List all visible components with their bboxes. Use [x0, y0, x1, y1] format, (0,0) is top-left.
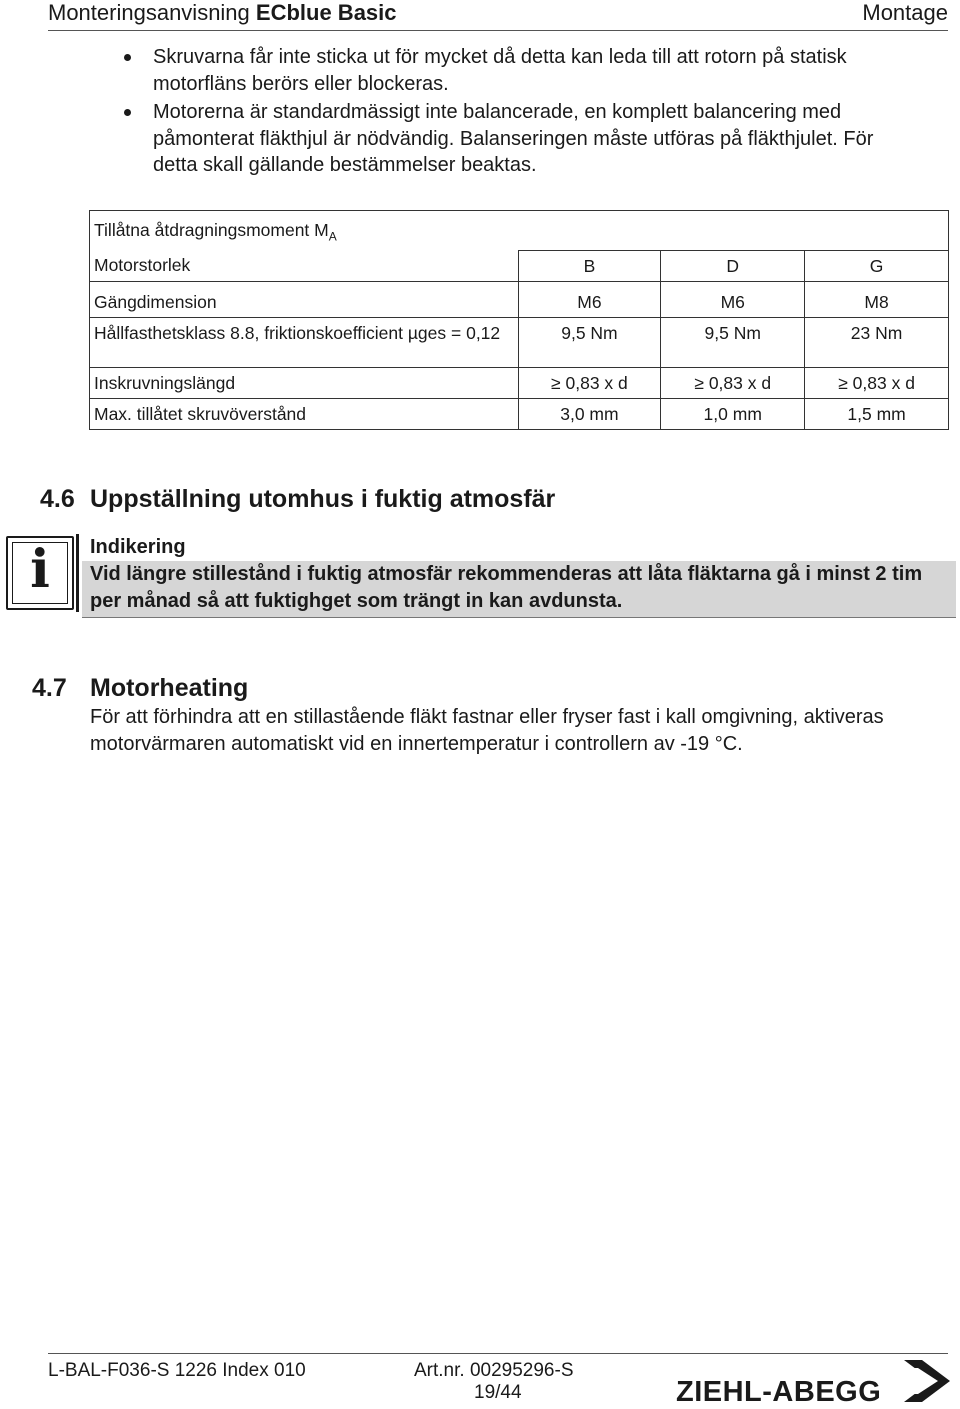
table-caption: Tillåtna åtdragningsmoment $M_A$ [90, 211, 949, 251]
row-label: Motorstorlek [90, 250, 519, 281]
table-cell: ≥ 0,83 x d [805, 367, 949, 398]
table-cell: G [805, 250, 949, 281]
section-paragraph: För att förhindra att en stillastående fläkt fastnar eller fryser fast i kall omgivning, aktiveras motorvärmaren automatiskt vid en innertemperatur i controllern av -19 °C. [90, 706, 884, 755]
table-cell: D [661, 250, 805, 281]
info-message: Vid längre stillestånd i fuktig atmosfär rekommenderas att låta fläktarna gå i minst 2 tim per månad så att fuktighget som trängt in kan avdunsta. [82, 561, 956, 618]
table-row [90, 250, 949, 281]
document-title-prefix: Monteringsanvisning [48, 0, 250, 25]
section-heading-4-6 [40, 484, 555, 514]
page-header [48, 0, 948, 31]
section-title: Uppställning utomhus i fuktig atmosfär [90, 485, 556, 513]
bullet-item: Skruvarna får inte sticka ut för mycket då detta kan leda till att rotorn på statisk motorfläns berörs eller blockeras. [120, 44, 920, 97]
page-number: 19/44 [474, 1382, 522, 1403]
brand-logo: ZIEHL-ABEGG [676, 1376, 882, 1408]
info-callout [82, 534, 956, 618]
table-cell: B [518, 250, 661, 281]
table-row [90, 398, 949, 429]
table-cell: 9,5 Nm [661, 317, 805, 367]
product-name: ECblue Basic [255, 0, 397, 25]
row-label: Max. tillåtet skruvöverstånd [90, 398, 519, 429]
bullet-list [120, 44, 920, 181]
table-cell: 9,5 Nm [518, 317, 661, 367]
info-glyph: i [30, 539, 50, 600]
table-cell: ≥ 0,83 x d [518, 367, 661, 398]
table-cell: ≥ 0,83 x d [661, 367, 805, 398]
section-number: 4.6 [40, 485, 75, 513]
document-id: L-BAL-F036-S 1226 Index 010 [48, 1360, 306, 1381]
table-cell: M6 [518, 281, 661, 317]
table-cell: 3,0 mm [518, 398, 661, 429]
info-label: Indikering [90, 536, 186, 558]
brand-logo-icon [902, 1358, 952, 1404]
table-row [90, 281, 949, 317]
footer-divider [48, 1353, 948, 1354]
info-icon [6, 536, 74, 610]
table-cell: 1,5 mm [805, 398, 949, 429]
article-number: Art.nr. 00295296-S [414, 1360, 574, 1381]
info-divider [76, 534, 79, 612]
document-title [48, 0, 397, 26]
table-cell: 1,0 mm [661, 398, 805, 429]
torque-table [89, 210, 949, 430]
table-row [90, 367, 949, 398]
row-label: Gängdimension [90, 281, 519, 317]
section-title: Motorheating [90, 674, 249, 702]
table-cell: 23 Nm [805, 317, 949, 367]
table-cell: M6 [661, 281, 805, 317]
row-label: Hållfasthetsklass 8.8, friktionskoefficient µges = 0,12 [90, 317, 519, 367]
table-row [90, 317, 949, 367]
row-label: Inskruvningslängd [90, 367, 519, 398]
table-cell: M8 [805, 281, 949, 317]
chapter-name: Montage [862, 0, 948, 25]
section-heading-4-7 [32, 673, 248, 703]
bullet-item: Motorerna är standardmässigt inte balancerade, en komplett balancering med påmonterat fläkthjul är nödvändig. Balanseringen måste utföras på fläkthjulet. För detta skall gällande bestämmelser beaktas. [120, 99, 920, 179]
section-number: 4.7 [32, 674, 67, 702]
